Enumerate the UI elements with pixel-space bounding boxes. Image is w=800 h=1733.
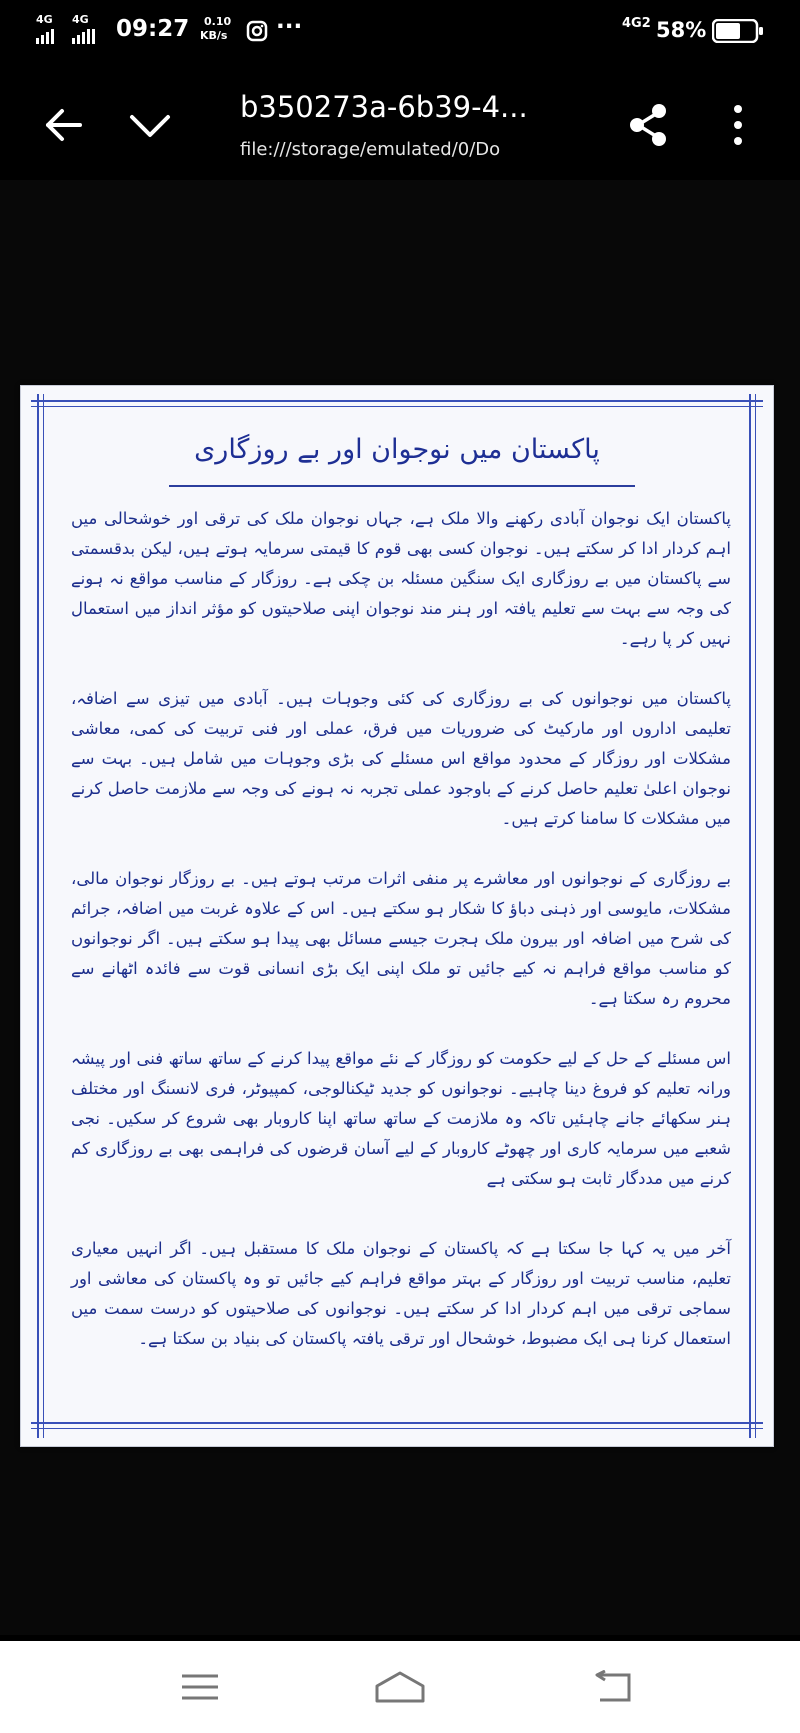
signal-bars-icon	[72, 28, 108, 44]
frame-line-left-inner	[43, 394, 44, 1438]
essay-paragraph: پاکستان میں نوجوانوں کی بے روزگاری کی کئی وجوہات ہیں۔ آبادی میں تیزی سے اضافہ، تعلیمی اداروں اور مارکیٹ کی ضروریات میں فرق، عملی اور فنی تربیت کی کمی، معاشی مشکلات اور روزگار کے محدود مواقع اس مسئلے کی بڑی وجوہات میں شامل ہیں۔ بہت سے نوجوان اعلیٰ تعلیم حاصل کرنے کے باوجود عملی تجربہ نہ ہونے کی وجہ سے ملازمت حاصل کرنے میں مشکلات کا سامنا کرتے ہیں۔	[71, 689, 731, 828]
status-bar	[0, 0, 800, 62]
share-button[interactable]	[618, 95, 678, 155]
essay-paragraph: اس مسئلے کے حل کے لیے حکومت کو روزگار کے نئے مواقع پیدا کرنے کے ساتھ ساتھ فنی اور پیشہ ورانہ تعلیم کو فروغ دینا چاہیے۔ نوجوانوں کو جدید ٹیکنالوجی، کمپیوٹر، فری لانسنگ اور مختلف ہنر سکھائے جانے چاہئیں تاکہ وہ ملازمت کے ساتھ ساتھ اپنا کاروبار بھی شروع کر سکیں۔ نجی شعبے میں سرمایہ کاری اور چھوٹے کاروبار کے لیے آسان قرضوں کی فراہمی بھی بے روزگاری کم کرنے میں مددگار ثابت ہو سکتی ہے	[71, 1049, 731, 1188]
back-button[interactable]	[32, 95, 92, 155]
essay-paragraph: آخر میں یہ کہا جا سکتا ہے کہ پاکستان کے نوجوان ملک کا مستقبل ہیں۔ اگر انہیں معیاری تعلیم، مناسب تربیت اور روزگار کے بہتر مواقع فراہم کیے جائیں تو وہ پاکستان کی معاشی اور سماجی ترقی میں اہم کردار ادا کر سکتے ہیں۔ نوجوانوں کی صلاحیتوں کو درست سمت میں استعمال کرنا ہی ایک مضبوط، خوشحال اور ترقی یافتہ پاکستان کی بنیاد بن سکتا ہے۔	[71, 1239, 731, 1348]
clock: 09:27	[116, 16, 190, 42]
chevron-down-icon	[128, 110, 172, 140]
frame-line-left	[37, 394, 39, 1438]
frame-line-bottom	[31, 1422, 763, 1424]
battery-icon	[712, 19, 764, 43]
home-icon	[373, 1670, 427, 1704]
frame-line-top-inner	[31, 406, 763, 407]
network-type: 4G2	[622, 16, 651, 31]
essay-paragraph: پاکستان ایک نوجوان آبادی رکھنے والا ملک ہے، جہاں نوجوان ملک کی ترقی اور خوشحالی میں اہم کردار ادا کر سکتے ہیں۔ نوجوان کسی بھی قوم کا قیمتی سرمایہ ہوتے ہیں، لیکن بدقسمتی سے پاکستان میں بے روزگاری ایک سنگین مسئلہ بن چکی ہے۔ روزگار کے مناسب مواقع نہ ہونے کی وجہ سے بہت سے تعلیم یافتہ اور ہنر مند نوجوان اپنی صلاحیتوں کو مؤثر انداز میں استعمال نہیں کر پا رہے۔	[71, 509, 731, 648]
essay-paragraph: بے روزگاری کے نوجوانوں اور معاشرے پر منفی اثرات مرتب ہوتے ہیں۔ بے روزگار نوجوان مالی، مشکلات، مایوسی اور ذہنی دباؤ کا شکار ہو سکتے ہیں۔ اس کے علاوہ غربت میں اضافہ، جرائم کی شرح میں اضافہ اور بیرون ملک ہجرت جیسے مسائل بھی پیدا ہو سکتے ہیں۔ اگر نوجوانوں کو مناسب مواقع فراہم نہ کیے جائیں تو ملک اپنی ایک بڑی انسانی قوت سے فائدہ اٹھانے سے محروم رہ سکتا ہے۔	[71, 869, 731, 1008]
back-icon	[591, 1670, 633, 1704]
frame-line-top	[31, 400, 763, 402]
more-notifications-icon: ···	[276, 14, 303, 40]
more-vertical-icon	[731, 103, 745, 147]
nav-back-button[interactable]	[572, 1655, 652, 1719]
collapse-button[interactable]	[120, 95, 180, 155]
document-path: file:///storage/emulated/0/Do	[240, 139, 501, 160]
handwritten-essay-page	[20, 385, 774, 1447]
system-nav-bar	[0, 1641, 800, 1733]
signal-bars-icon	[36, 28, 62, 44]
document-title: b350273a-6b39-4...	[240, 90, 528, 124]
net-speed-value: 0.10	[204, 15, 232, 28]
home-button[interactable]	[360, 1655, 440, 1719]
signal-label-sim2: 4G	[72, 13, 89, 26]
net-speed-unit: KB/s	[200, 29, 228, 42]
title-underline	[169, 485, 635, 487]
battery-percent: 58%	[656, 18, 707, 42]
share-icon	[626, 102, 670, 148]
frame-line-right-inner	[755, 394, 756, 1438]
frame-line-right	[749, 394, 751, 1438]
essay-title: پاکستان میں نوجوان اور بے روزگاری	[194, 434, 600, 465]
instagram-icon	[246, 20, 268, 42]
recent-apps-button[interactable]	[160, 1655, 240, 1719]
hamburger-icon	[180, 1672, 220, 1702]
more-options-button[interactable]	[708, 95, 768, 155]
signal-label-sim1: 4G	[36, 13, 53, 26]
frame-line-bottom-inner	[31, 1428, 763, 1429]
arrow-left-icon	[42, 107, 82, 143]
